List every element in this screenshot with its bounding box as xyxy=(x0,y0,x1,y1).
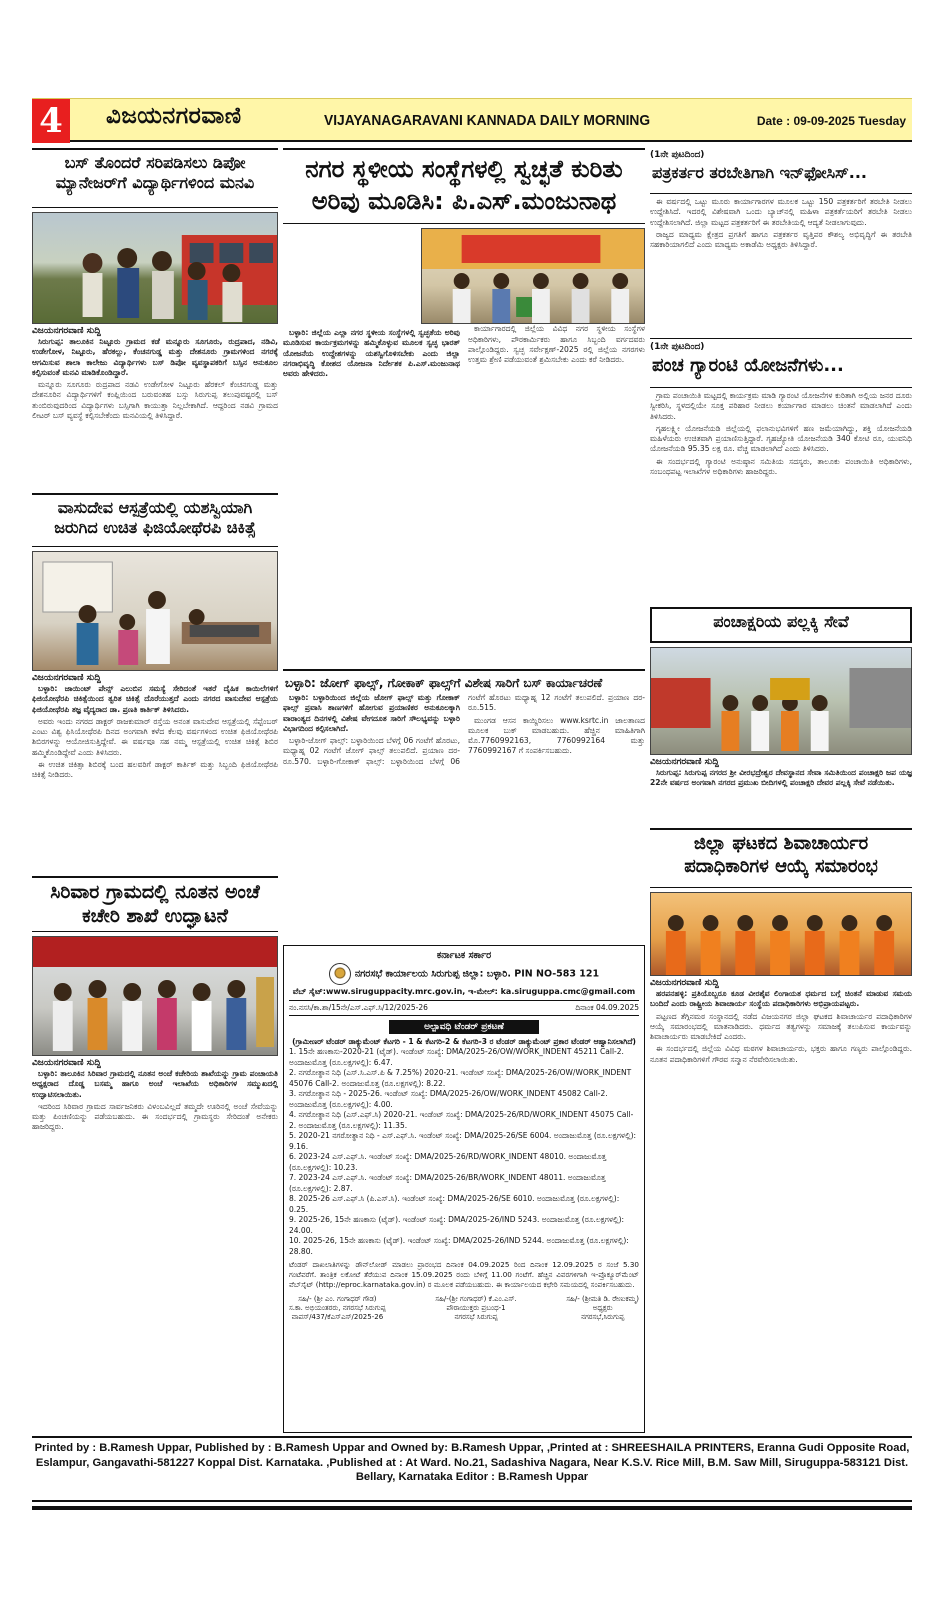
paragraph: ಮುಂಗಡ ಆಸನ ಕಾಯ್ದಿರಿಸಲು www.ksrtc.in ಜಾಲತಾಣದ ಮೂಲಕ ಬುಕ್ ಮಾಡಬಹುದು. ಹೆಚ್ಚಿನ ಮಾಹಿತಿಗಾಗಿ ಮೊ.7760992163, 7760992164 ಮತ್ತು 7760992167 ಗೆ ಸಂಪರ್ಕಿಸಬಹುದು. xyxy=(468,715,645,756)
paragraph: ಸಿರುಗುಪ್ಪ: ತಾಲೂಕಿನ ನಿಟ್ಟೂರು ಗ್ರಾಮದ ಕಡೆ ಮನ್ನೂರು ಸೂಗೂರು, ರುದ್ರಪಾದ, ನಡಿವಿ, ಉಡೇಗೋಳ, ನಿಟ್ಟೂರು, ಹೆರಕಲ್ಲು, ಕೆಂಚನಗುಡ್ಡ ಮತ್ತು ದೇಶನೂರು ಗ್ರಾಮಗಳಿಂದ ನಗರಕ್ಕೆ ಆಗಮಿಸುವ ಶಾಲಾ ಕಾಲೇಜು ವಿದ್ಯಾರ್ಥಿಗಳು ಬಸ್ ಡಿಪೋ ವ್ಯವಸ್ಥಾಪಕರಿಗೆ ಬಸ್ಸಿನ ಅನುಕೂಲ ಕಲ್ಪಿಸುವಂತೆ ಮನವಿ ಮಾಡಿಕೊಂಡಿದ್ದಾರೆ. xyxy=(32,337,278,377)
headline-palanquin-seva: ಪಂಚಾಕ್ಷರಿಯ ಪಲ್ಲಕ್ಕಿ ಸೇವೆ xyxy=(650,607,912,643)
tender-item: 7. 2023-24 ಎಸ್.ಎಫ್.ಸಿ. ಇಂಡೆಂಟ್ ಸಂಖ್ಯೆ: DMA/2025-26/BR/WORK_INDENT 48011. ಅಂದಾಜುಮೊತ್ತ (ರೂ.ಲಕ್ಷಗಳಲ್ಲಿ): 2.87. xyxy=(289,1173,606,1193)
signature-president: ಸಹಿ/- (ಶ್ರೀಮತಿ ಡಿ. ರೇಣುಕಮ್ಮ) ಅಧ್ಯಕ್ಷರು ನಗರಸಭೆ,ಸಿರುಗುಪ್ಪ xyxy=(566,1294,639,1321)
paragraph: ಪಟ್ಟಣದ ತೆಗ್ಗಿನಮಠ ಸಂಸ್ಥಾನದಲ್ಲಿ ನಡೆದ ವಿಜಯನಗರ ಜಿಲ್ಲಾ ಘಟಕದ ಶಿವಾಚಾರ್ಯರ ಪದಾಧಿಕಾರಿಗಳ ಆಯ್ಕೆ ಸಮಾರಂಭದಲ್ಲಿ ಮಾತನಾಡಿದರು. ಧರ್ಮದ ತತ್ವಗಳನ್ನು ಸಮಾಜಕ್ಕೆ ತಲುಪಿಸುವ ಕಾರ್ಯವನ್ನು ಶಿವಾಚಾರ್ಯರು ಮಾಡಬೇಕಿದೆ ಎಂದರು. xyxy=(650,1011,912,1041)
masthead xyxy=(32,98,912,142)
tender-item: 9. 2025-26, 15ನೇ ಹಣಕಾಸು (ಟೈಡ್). ಇಂಡೆಂಟ್ ಸಂಖ್ಯೆ: DMA/2025-26/IND 5243. ಅಂದಾಜುಮೊತ್ತ (ರೂ.ಲಕ್ಷಗಳಲ್ಲಿ): 24.00. xyxy=(289,1215,625,1235)
newspaper-title-kannada: ವಿಜಯನಗರವಾಣಿ xyxy=(106,103,242,129)
headline-vasudeva-hospital: ವಾಸುದೇವ ಆಸ್ಪತ್ರೆಯಲ್ಲಿ ಯಶಸ್ವಿಯಾಗಿ ಜರುಗಿದ ಉಚಿತ ಫಿಜಿಯೋಥೆರಪಿ ಚಿಕಿತ್ಸೆ xyxy=(32,493,278,547)
photo-palanquin-procession xyxy=(650,647,912,755)
paragraph: ಬಳ್ಳಾರಿ: ಜಾಯಿಂಟ್ ಪೇನ್ಸ್ ಎಲುಬಿನ ಸಮಸ್ಯೆ ಸೇರಿದಂತೆ ಇತರೆ ದೈಹಿಕ ಕಾಯಿಲೆಗಳಿಗೆ ಫಿಜಿಯೋಥೆರಪಿ ಚಿಕಿತ್ಸೆಯಿಂದ ತ್ವರಿತ ಚಿಕಿತ್ಸೆ ದೊರೆಯುತ್ತದೆ ಎಂದು ನಗರದ ವಾಸುದೇವ ಆಸ್ಪತ್ರೆಯ ಫಿಜಿಯೋಥೆರಪಿ ತಜ್ಞ ವೈದ್ಯರಾದ ಡಾ. ಪ್ರಣತಿ ಕಾರ್ತಿಕ್ ತಿಳಿಸಿದರು. xyxy=(32,684,278,714)
paragraph: ಬಳ್ಳಾರಿ: ಬಳ್ಳಾರಿಯಿಂದ ಜಿಲ್ಲೆಯ ಜೋಗ್ ಫಾಲ್ಸ್ ಮತ್ತು ಗೋಕಾಕ್ ಫಾಲ್ಸ್ ಪ್ರವಾಸಿ ತಾಣಗಳಿಗೆ ಹೋಗುವ ಪ್ರಯಾಣಿಕರ ಅನುಕೂಲಕ್ಕಾಗಿ ವಾರಾಂತ್ಯದ ದಿನಗಳಲ್ಲಿ ವಿಶೇಷ ವೇಗದೂತ ಸಾರಿಗೆ ಸೌಲಭ್ಯವನ್ನು ಬಳ್ಳಾರಿ ವಿಭಾಗದಿಂದ ಕಲ್ಪಿಸಲಾಗಿದೆ. xyxy=(283,693,460,733)
tender-item: 1. 15ನೇ ಹಣಕಾಸು-2020-21 (ಟೈಡ್). ಇಂಡೆಂಟ್ ಸಂಖ್ಯೆ: DMA/2025-26/OW/WORK_INDENT 45211 Call-2. ಅಂದಾಜುಮೊತ್ತ (ರೂ.ಲಕ್ಷಗಳಲ್ಲಿ): 6.47. xyxy=(289,1047,624,1067)
paragraph: ಈ ವರ್ಷದಲ್ಲಿ ಒಟ್ಟು ಮೂರು ಕಾರ್ಯಾಗಾರಗಳ ಮೂಲಕ ಒಟ್ಟು 150 ಪತ್ರಕರ್ತರಿಗೆ ತರಬೇತಿ ನೀಡಲು ಉದ್ದೇಶಿಸಿದೆ. ಇದರಲ್ಲಿ ವಿಶೇಷವಾಗಿ ಒಂದು ಬ್ಯಾಚ್‌ನಲ್ಲಿ ಮಹಿಳಾ ಪತ್ರಕರ್ತೆಯರಿಗೆ ತರಬೇತಿ ನೀಡಲು ಉದ್ದೇಶಿಸಲಾಗಿದೆ. ಜಿಲ್ಲಾ ಮಟ್ಟದ ಪತ್ರಕರ್ತರಿಗೆ ಈ ತರಬೇತಿಯಲ್ಲಿ ಆದ್ಯತೆ ನೀಡಲಾಗುವುದು. xyxy=(650,197,912,227)
tender-signatures xyxy=(289,1295,639,1322)
signature-commissioner: ಸಹಿ/-(ಶ್ರೀ ಗಂಗಾಧರ್) ಕೆ.ಎಂ.ಎಸ್. ಪೌರಾಯುಕ್ತರು ಪ್ರಬಂಧ-1 ನಗರಸಭೆ ಸಿರುಗುಪ್ಪ xyxy=(435,1294,517,1321)
cleanliness-story-block xyxy=(283,228,645,665)
body-palanquin-seva xyxy=(650,768,912,824)
tender-items xyxy=(289,1047,639,1257)
imprint-line-1: Printed by : B.Ramesh Uppar, Published by : B.Ramesh Uppar and Owned by: B.Ramesh Uppar, ,Printed at : SHREESHAILA PRINTERS, Eranna Gudi Opposite Road, xyxy=(34,1442,910,1454)
kicker-infosys: (1ನೇ ಪುಟದಿಂದ) xyxy=(650,150,705,160)
paragraph: ಈ ಸಂದರ್ಭದಲ್ಲಿ ಜಿಲ್ಲೆಯ ವಿವಿಧ ಮಠಗಳ ಶಿವಾಚಾರ್ಯರು, ಭಕ್ತರು ಹಾಗೂ ಗಣ್ಯರು ಪಾಲ್ಗೊಂಡಿದ್ದರು. ನೂತನ ಪದಾಧಿಕಾರಿಗಳಿಗೆ ಗೌರವ ಸನ್ಮಾನ ನೆರವೇರಿಸಲಾಯಿತು. xyxy=(650,1044,912,1064)
imprint-line-2: Eslampur, Gangavathi-581227 Koppal Dist. Karnataka. ,Published at : At Ward. No.21, Sadashiva Nagara, Near K.S.V. Rice Mill, B.M. Saw Mill, Siruguppa-583121 Dist. xyxy=(35,1456,909,1469)
headline-bus-depot: ಬಸ್ ತೊಂದರೆ ಸರಿಪಡಿಸಲು ಡಿಪೋ ಮ್ಯಾನೇಜರ್‌ಗೆ ವಿದ್ಯಾರ್ಥಿಗಳಿಂದ ಮನವಿ xyxy=(32,148,278,208)
tender-ref-number: ನಂ.ನಸಸಿ/ಕಾ.ಶಾ/15ನೇ/ಎಸ್.ಎಫ್.ಸಿ/12/2025-26 xyxy=(289,1003,428,1012)
tender-ref-date: ದಿನಾಂಕ 04.09.2025 xyxy=(575,1003,639,1012)
paragraph: ಸಿರುಗುಪ್ಪ: ಸಿರುಗುಪ್ಪ ನಗರದ ಶ್ರೀ ವೀರಭದ್ರೇಶ್ವರ ದೇವಸ್ಥಾನದ ಸೇವಾ ಸಮಿತಿಯಿಂದ ಪಂಚಾಕ್ಷರಿ ಜಪ ಯಜ್ಞ 22ನೇ ವರ್ಷದ ಅಂಗವಾಗಿ ನಗರದ ಪ್ರಮುಖ ಬೀದಿಗಳಲ್ಲಿ ಪಂಚಾಕ್ಷರಿ ದೇವರ ಪಲ್ಲಕ್ಕಿ ಸೇವೆ ನಡೆಯಿತು. xyxy=(650,768,912,788)
tender-note: ಟೆಂಡರ್ ದಾಖಲಾತಿಗಳನ್ನು ಡೌನ್‌ಲೋಡ್ ಮಾಡಲು ಪ್ರಾರಂಭದ ದಿನಾಂಕ 04.09.2025 ರಿಂದ ದಿನಾಂಕ 12.09.2025 ರ ಸಂಜೆ 5.30 ಗಂಟೆವರೆಗೆ. ತಾಂತ್ರಿಕ ಲಕೋಟೆ ತೆರೆಯುವ ದಿನಾಂಕ 15.09.2025 ರಂದು ಬೆಳಿಗ್ಗೆ 11.00 ಗಂಟೆಗೆ. ಹೆಚ್ಚಿನ ವಿವರಗಳಿಗಾಗಿ ಇ-ಪ್ರೊಕ್ಯೂರ್‌ಮೆಂಟ್ ವೆಬ್‌ಸೈಟ್ (http://eproc.karnataka.gov.in) ರ ಮೂಲಕ ಪಡೆಯಬಹುದು. ಈ ಕಾರ್ಯಾಲಯದ ಕಛೇರಿ ಸಮಯದಲ್ಲಿ ಸಂಪರ್ಕಿಸಬಹುದು. xyxy=(289,1260,639,1289)
headline-infosys-training: ಪತ್ರಕರ್ತರ ತರಬೇತಿಗಾಗಿ ಇನ್‌ಫೋಸಿಸ್... xyxy=(650,160,912,194)
headline-shivacharya-office-bearers: ಜಿಲ್ಲಾ ಘಟಕದ ಶಿವಾಚಾರ್ಯರ ಪದಾಧಿಕಾರಿಗಳ ಆಯ್ಕೆ ಸಮಾರಂಭ xyxy=(650,828,912,888)
tender-item: 6. 2023-24 ಎಸ್.ಎಫ್.ಸಿ. ಇಂಡೆಂಟ್ ಸಂಖ್ಯೆ: DMA/2025-26/RD/WORK_INDENT 48010. ಅಂದಾಜುಮೊತ್ತ (ರೂ.ಲಕ್ಷಗಳಲ್ಲಿ): 10.23. xyxy=(289,1152,607,1172)
paragraph: ಹರಪನಹಳ್ಳಿ: ಪ್ರತಿಯೊಬ್ಬರೂ ಕೂಡ ವೀರಶೈವ ಲಿಂಗಾಯತ ಧರ್ಮದ ಬಗ್ಗೆ ಚಿಂತನೆ ಮಾಡುವ ಸಮಯ ಬಂದಿದೆ ಎಂದು ರಾಷ್ಟ್ರೀಯ ಶಿವಾಚಾರ್ಯ ಸಂಸ್ಥೆಯ ಪದಾಧಿಕಾರಿಗಳು ಅಭಿಪ್ರಾಯಪಟ್ಟರು. xyxy=(650,989,912,1009)
tender-item: 5. 2020-21 ನಗರೋತ್ಥಾನ ನಿಧಿ - ಎಸ್.ಎಫ್.ಸಿ. ಇಂಡೆಂಟ್ ಸಂಖ್ಯೆ: DMA/2025-26/SE 6004. ಅಂದಾಜುಮೊತ್ತ (ರೂ.ಲಕ್ಷಗಳಲ್ಲಿ): 9.16. xyxy=(289,1131,637,1151)
body-vasudeva-hospital xyxy=(32,684,278,870)
tender-item: 4. ನಗರೋತ್ಥಾನ ನಿಧಿ (ಎಸ್.ಎಫ್.ಸಿ) 2020-21. ಇಂಡೆಂಟ್ ಸಂಖ್ಯೆ: DMA/2025-26/RD/WORK_INDENT 45075 Call-2. ಅಂದಾಜುಮೊತ್ತ (ರೂ.ಲಕ್ಷಗಳಲ್ಲಿ): 11.35. xyxy=(289,1110,634,1130)
tender-subtitle: (ಗ್ರಾಮೀಣರ್ ಟೆಂಡರ್ ಡಾಕ್ಯುಮೆಂಟ್ ಕೆಟಗರಿ - 1 & ಕೆಟಗರಿ-2 & ಕೆಟಗರಿ-3 ರ ಟೆಂಡರ್ ಡಾಕ್ಯುಮೆಂಟ್ ಪ್ರಕಾರ ಟೆಂಡರ್ ಆಹ್ವಾನಿಸಲಾಗಿದೆ) xyxy=(292,1037,636,1046)
paragraph: ಈ ಸಂದರ್ಭದಲ್ಲಿ ಗ್ಯಾರಂಟಿ ಅನುಷ್ಠಾನ ಸಮಿತಿಯ ಸದಸ್ಯರು, ತಾಲೂಕು ಪಂಚಾಯಿತಿ ಅಧಿಕಾರಿಗಳು, ಸಂಬಂಧಪಟ್ಟ ಇಲಾಖೆಗಳ ಅಧಿಕಾರಿಗಳು ಹಾಜರಿದ್ದರು. xyxy=(650,456,912,476)
left-column xyxy=(32,148,278,1215)
photo-post-office-inauguration xyxy=(32,936,278,1056)
tender-title: ಅಲ್ಪಾವಧಿ ಟೆಂಡರ್ ಪ್ರಕಟಣೆ xyxy=(389,1020,539,1034)
credit-vasudeva-hospital: ವಿಜಯನಗರವಾಣಿ ಸುದ್ದಿ xyxy=(32,673,101,683)
tender-office-text: ನಗರಸಭೆ ಕಾರ್ಯಾಲಯ ಸಿರುಗುಪ್ಪ ಜಿಲ್ಲಾ: ಬಳ್ಳಾರಿ. PIN NO-583 121 xyxy=(354,968,600,980)
body-infosys-training xyxy=(650,197,912,335)
tender-website: ವೆಬ್ ಸೈಟ್:www.siruguppacity.mrc.gov.in, ಇ-ಮೇಲ್: ka.siruguppa.cmc@gmail.com xyxy=(292,987,636,996)
photo-cleanliness-workshop xyxy=(421,228,645,324)
headline-special-bus-service: ಬಳ್ಳಾರಿ: ಜೋಗ್ ಫಾಲ್ಸ್, ಗೋಕಾಕ್ ಫಾಲ್ಸ್‌ಗೆ ವಿಶೇಷ ಸಾರಿಗೆ ಬಸ್ ಕಾರ್ಯಾಚರಣೆ xyxy=(283,669,645,691)
credit-shivacharya: ವಿಜಯನಗರವಾಣಿ ಸುದ್ದಿ xyxy=(650,978,719,988)
tender-reference xyxy=(289,1000,639,1016)
photo-students-bus xyxy=(32,212,278,324)
body-special-bus-service xyxy=(283,693,645,886)
tender-office xyxy=(289,963,639,985)
body-shivacharya xyxy=(650,989,912,1321)
paragraph: ಗೃಹಲಕ್ಷ್ಮೀ ಯೋಜನೆಯಡಿ ಜಿಲ್ಲೆಯಲ್ಲಿ ಫಲಾನುಭವಿಗಳಿಗೆ ಹಣ ಜಮೆಯಾಗಿದ್ದು, ಶಕ್ತಿ ಯೋಜನೆಯಡಿ ಮಹಿಳೆಯರು ಉಚಿತವಾಗಿ ಪ್ರಯಾಣಿಸುತ್ತಿದ್ದಾರೆ. ಗೃಹಜ್ಯೋತಿ ಯೋಜನೆಯಡಿ 340 ಕೋಟಿ ರೂ, ಯುವನಿಧಿ ಯೋಜನೆಯಡಿ 95.35 ಲಕ್ಷ ರೂ. ವೆಚ್ಚ ಮಾಡಲಾಗಿದೆ ಎಂದು ತಿಳಿಸಿದರು. xyxy=(650,423,912,454)
credit-sirivara-post-office: ವಿಜಯನಗರವಾಣಿ ಸುದ್ದಿ xyxy=(32,1058,101,1068)
tender-item: 2. ನಗರೋತ್ಥಾನ ನಿಧಿ (ಎಸ್.ಸಿ.ಎಸ್.ಪಿ & 7.25%) 2020-21. ಇಂಡೆಂಟ್ ಸಂಖ್ಯೆ: DMA/2025-26/OW/WORK_INDENT 45076 Call-2. ಅಂದಾಜುಮೊತ್ತ (ರೂ.ಲಕ್ಷಗಳಲ್ಲಿ): 8.22. xyxy=(289,1068,632,1088)
paragraph: ರಾಜ್ಯದ ಮಾಧ್ಯಮ ಕ್ಷೇತ್ರದ ಪ್ರಗತಿಗೆ ಹಾಗೂ ಪತ್ರಕರ್ತರ ವೃತ್ತಿಪರ ಕೌಶಲ್ಯ ಅಭಿವೃದ್ಧಿಗೆ ಈ ತರಬೇತಿ ಸಹಕಾರಿಯಾಗಲಿದೆ ಎಂದು ಮಾಧ್ಯಮ ಅಕಾಡೆಮಿ ಅಧ್ಯಕ್ಷರು ತಿಳಿಸಿದ್ದಾರೆ. xyxy=(650,229,912,249)
issue-date: Date : 09-09-2025 Tuesday xyxy=(756,114,906,128)
paragraph: ಅವರು ಇಂದು ನಗರದ ಡಾಕ್ಟರ್ ರಾಜಕುಮಾರ್ ರಸ್ತೆಯ ಅನಂತ ವಾಸುದೇವ ಆಸ್ಪತ್ರೆಯಲ್ಲಿ ಸೆಪ್ಟೆಂಬರ್ ಎಂಟು ವಿಶ್ವ ಫಿಸಿಯೋಥೆರಪಿ ದಿನದ ಅಂಗವಾಗಿ ಕಳೆದ ಕೆಲವು ವರ್ಷಗಳಿಂದ ಉಚಿತ ಫಿಜಿಯೋಥೆರಪಿ ಶಿಬಿರಗಳನ್ನು ಆಯೋಜಿಸುತ್ತಿದ್ದೇವೆ. ಈ ವರ್ಷವೂ ಸಹ ನಮ್ಮ ಆಸ್ಪತ್ರೆಯಲ್ಲಿ ಉಚಿತ ಚಿಕಿತ್ಸೆ ಶಿಬಿರ ಹಮ್ಮಿಕೊಂಡಿದ್ದೇವೆ ಎಂದು ತಿಳಿಸಿದರು. xyxy=(32,716,278,757)
divider xyxy=(650,338,912,339)
headline-cleanliness-awareness: ನಗರ ಸ್ಥಳೀಯ ಸಂಸ್ಥೆಗಳಲ್ಲಿ ಸ್ವಚ್ಛತೆ ಕುರಿತು ಅರಿವು ಮೂಡಿಸಿ: ಪಿ.ಎಸ್.ಮಂಜುನಾಥ xyxy=(283,148,645,224)
middle-column xyxy=(283,148,645,886)
signature-engineer: ಸಹಿ/- (ಶ್ರೀ ಎಂ. ಗಂಗಾಧರ್ ಗೌಡ) ಸ.ಕಾ. ಅಭಿಯಂತರರು, ನಗರಸಭೆ ಸಿರುಗುಪ್ಪ ವಾಪಸ್/437/ಕೆಎಸ್‌ಎಸ್/2025-26 xyxy=(289,1294,386,1321)
photo-shivacharya-seers xyxy=(650,892,912,976)
page-number: 4 xyxy=(32,99,70,143)
headline-sirivara-post-office: ಸಿರಿವಾರ ಗ್ರಾಮದಲ್ಲಿ ನೂತನ ಅಂಚೆ ಕಚೇರಿ ಶಾಖೆ ಉದ್ಘಾಟನೆ xyxy=(32,876,278,932)
paragraph: ಬಳ್ಳಾರಿ: ಜಿಲ್ಲೆಯ ಎಲ್ಲಾ ನಗರ ಸ್ಥಳೀಯ ಸಂಸ್ಥೆಗಳಲ್ಲಿ ಸ್ವಚ್ಛತೆಯ ಅರಿವು ಮೂಡಿಸುವ ಕಾರ್ಯಕ್ರಮಗಳನ್ನು ಹಮ್ಮಿಕೊಳ್ಳುವ ಮೂಲಕ ಸ್ವಚ್ಛ ಭಾರತ್ ಯೋಜನೆಯ ಉದ್ದೇಶಗಳನ್ನು ಯಶಸ್ವಿಗೊಳಿಸಬೇಕು ಎಂದು ಜಿಲ್ಲಾ ನಗರಾಭಿವೃದ್ಧಿ ಕೋಶದ ಯೋಜನಾ ನಿರ್ದೇಶಕ ಪಿ.ಎಸ್.ಮಂಜುನಾಥ ಅವರು ಹೇಳಿದರು. xyxy=(283,328,460,378)
kicker-guarantee: (1ನೇ ಪುಟದಿಂದ) xyxy=(650,342,705,352)
imprint-footer xyxy=(32,1436,912,1502)
paragraph: ಮನ್ನೂರು ಸೂಗೂರು ರುದ್ರಪಾದ ನಡವಿ ಉಡೇಗೋಳ ನಿಟ್ಟೂರು ಹೆರಕಲ್ ಕೆಂಚನಗುಡ್ಡ ಮತ್ತು ದೇಶನೂರಿನ ವಿದ್ಯಾರ್ಥಿಗಳಿಗೆ ಕಂಪ್ಲಿಯಿಂದ ಬರುವಂತಹ ಬಸ್ಸು ಸಿರುಗುಪ್ಪ ತಲುಪುವಷ್ಟರಲ್ಲಿ ಬಸ್ ತುಂಬಿರುವುದರಿಂದ ವಿದ್ಯಾರ್ಥಿಗಳು ಬಸ್ಸಿಗಾಗಿ ಕಾಯುತ್ತಾ ನಿಲ್ಲಬೇಕಾಗಿದೆ. ಆದ್ದರಿಂದ ನಡವಿ ಗ್ರಾಮದ ಲೀಟರ್ ಬಸ್ ವ್ಯವಸ್ಥೆ ಕಲ್ಪಿಸಬೇಕೆಂದು ಮನವಿಯಲ್ಲಿ ತಿಳಿಸಿದ್ದಾರೆ. xyxy=(32,380,278,420)
tender-government: ಕರ್ನಾಟಕ ಸರ್ಕಾರ xyxy=(436,950,492,961)
headline-guarantee-schemes: ಪಂಚ ಗ್ಯಾರಂಟಿ ಯೋಜನೆಗಳು... xyxy=(650,352,912,388)
imprint-line-3: Bellary, Karnataka Editor : B.Ramesh Uppar xyxy=(355,1471,589,1484)
paragraph: ಇದರಿಂದ ಸಿರಿವಾರ ಗ್ರಾಮದ ಸಾರ್ವಜನಿಕರು ವಿಳಂಬವಿಲ್ಲದೆ ತಮ್ಮದೇ ಊರಿನಲ್ಲಿ ಅಂಚೆ ಸೇವೆಯನ್ನು ಮತ್ತು ಪಿಂಚಣಿಯನ್ನು ಪಡೆಯಬಹುದು. ಈ ಸಂದರ್ಭದಲ್ಲಿ ಗ್ರಾಮಸ್ಥರು ಸೇರಿದಂತೆ ಅನೇಕರು ಹಾಜರಿದ್ದರು. xyxy=(32,1101,278,1132)
footer-rule xyxy=(32,1506,912,1510)
paragraph: ಈ ಉಚಿತ ಚಿಕಿತ್ಸಾ ಶಿಬಿರಕ್ಕೆ ಬಂದ ಹಲವರಿಗೆ ಡಾಕ್ಟರ್ ಕಾರ್ತಿಕ್ ಮತ್ತು ಸಿಬ್ಬಂದಿ ಫಿಜಿಯೋಥೆರಪಿ ಚಿಕಿತ್ಸೆ ನೀಡಿದರು. xyxy=(32,759,278,779)
tender-item: 10. 2025-26, 15ನೇ ಹಣಕಾಸು (ಟೈಡ್). ಇಂಡೆಂಟ್ ಸಂಖ್ಯೆ: DMA/2025-26/IND 5244. ಅಂದಾಜುಮೊತ್ತ (ರೂ.ಲಕ್ಷಗಳಲ್ಲಿ): 28.80. xyxy=(289,1236,629,1256)
photo-physiotherapy xyxy=(32,551,278,671)
tender-notice xyxy=(283,945,645,1433)
body-guarantee-schemes xyxy=(650,391,912,601)
credit-bus-depot: ವಿಜಯನಗರವಾಣಿ ಸುದ್ದಿ xyxy=(32,326,101,336)
body-sirivara-post-office xyxy=(32,1069,278,1215)
right-column xyxy=(650,148,912,1321)
karnataka-emblem-icon xyxy=(329,963,351,985)
body-bus-depot xyxy=(32,337,278,487)
credit-palanquin-seva: ವಿಜಯನಗರವಾಣಿ ಸುದ್ದಿ xyxy=(650,757,719,767)
paragraph: ಬಳ್ಳಾರಿ-ಜೋಗ್ ಫಾಲ್ಸ್: ಬಳ್ಳಾರಿಯಿಂದ ಬೆಳಗ್ಗೆ 06 ಗಂಟೆಗೆ ಹೊರಟು, ಮಧ್ಯಾಹ್ನ 02 ಗಂಟೆಗೆ ಜೋಗ್ ಫಾಲ್ಸ್ ತಲುಪಲಿದೆ. ಪ್ರಯಾಣ ದರ- ರೂ.570. ಬಳ್ಳಾರಿ-ಗೋಕಾಕ್ ಫಾಲ್ಸ್: ಬಳ್ಳಾರಿಯಿಂದ ಬೆಳಗ್ಗೆ 06 ಗಂಟೆಗೆ ಹೊರಟು ಮಧ್ಯಾಹ್ನ 12 ಗಂಟೆಗೆ ತಲುಪಲಿದೆ. ಪ್ರಯಾಣ ದರ- ರೂ.515. xyxy=(283,693,645,766)
tender-item: 3. ನಗರೋತ್ಥಾನ ನಿಧಿ - 2025-26. ಇಂಡೆಂಟ್ ಸಂಖ್ಯೆ: DMA/2025-26/OW/WORK_INDENT 45082 Call-2. ಅಂದಾಜುಮೊತ್ತ (ರೂ.ಲಕ್ಷಗಳಲ್ಲಿ): 4.00. xyxy=(289,1089,608,1109)
newspaper-title-english: VIJAYANAGARAVANI KANNADA DAILY MORNING xyxy=(324,112,651,129)
tender-item: 8. 2025-26 ಎಸ್.ಎಫ್.ಸಿ (ಪಿ.ಎಸ್.ಸಿ). ಇಂಡೆಂಟ್ ಸಂಖ್ಯೆ: DMA/2025-26/SE 6010. ಅಂದಾಜುಮೊತ್ತ (ರೂ.ಲಕ್ಷಗಳಲ್ಲಿ): 0.25. xyxy=(289,1194,620,1214)
paragraph: ಗ್ರಾಮ ಪಂಚಾಯಿತಿ ಮಟ್ಟದಲ್ಲಿ ಕಾರ್ಯಕ್ರಮ ಮಾಡಿ ಗ್ಯಾರಂಟಿ ಯೋಜನೆಗಳ ಕುರಿತಾಗಿ ಅಲ್ಲಿಯ ಜನರ ದೂರು ಸ್ವೀಕರಿಸಿ, ಸ್ಥಳದಲ್ಲಿಯೇ ಸೂಕ್ತ ಪರಿಹಾರ ನೀಡಲು ಕರ್ಯಾಗಾರ ಮಾಡಲು ಚಿಂತನೆ ಮಾಡಲಾಗಿದೆ ಎಂದು ತಿಳಿಸಿದರು. xyxy=(650,391,912,421)
paragraph: ಬಳ್ಳಾರಿ: ತಾಲೂಕಿನ ಸಿರಿವಾರ ಗ್ರಾಮದಲ್ಲಿ ನೂತನ ಅಂಚೆ ಕಚೇರಿಯ ಶಾಖೆಯನ್ನು ಗ್ರಾಮ ಪಂಚಾಯತಿ ಅಧ್ಯಕ್ಷರಾದ ದೊಡ್ಡ ಬಸಮ್ಮ ಹಾಗೂ ಅಂಚೆ ಇಲಾಖೆಯ ಅಧಿಕಾರಿಗಳ ಸಮ್ಮುಖದಲ್ಲಿ ಉದ್ಘಾಟಿಸಲಾಯಿತು. xyxy=(32,1069,278,1099)
paragraph: ಕಾರ್ಯಾಗಾರದಲ್ಲಿ ಜಿಲ್ಲೆಯ ವಿವಿಧ ನಗರ ಸ್ಥಳೀಯ ಸಂಸ್ಥೆಗಳ ಅಧಿಕಾರಿಗಳು, ಪೌರಕಾರ್ಮಿಕರು ಹಾಗೂ ಸಿಬ್ಬಂದಿ ವರ್ಗದವರು ಪಾಲ್ಗೊಂಡಿದ್ದರು. ಸ್ವಚ್ಛ ಸರ್ವೇಕ್ಷಣ್-2025 ರಲ್ಲಿ ಜಿಲ್ಲೆಯ ನಗರಗಳು ಉತ್ತಮ ಶ್ರೇಣಿ ಪಡೆಯುವಂತೆ ಶ್ರಮಿಸಬೇಕು ಎಂದು ಕರೆ ನೀಡಿದರು. xyxy=(468,324,645,364)
